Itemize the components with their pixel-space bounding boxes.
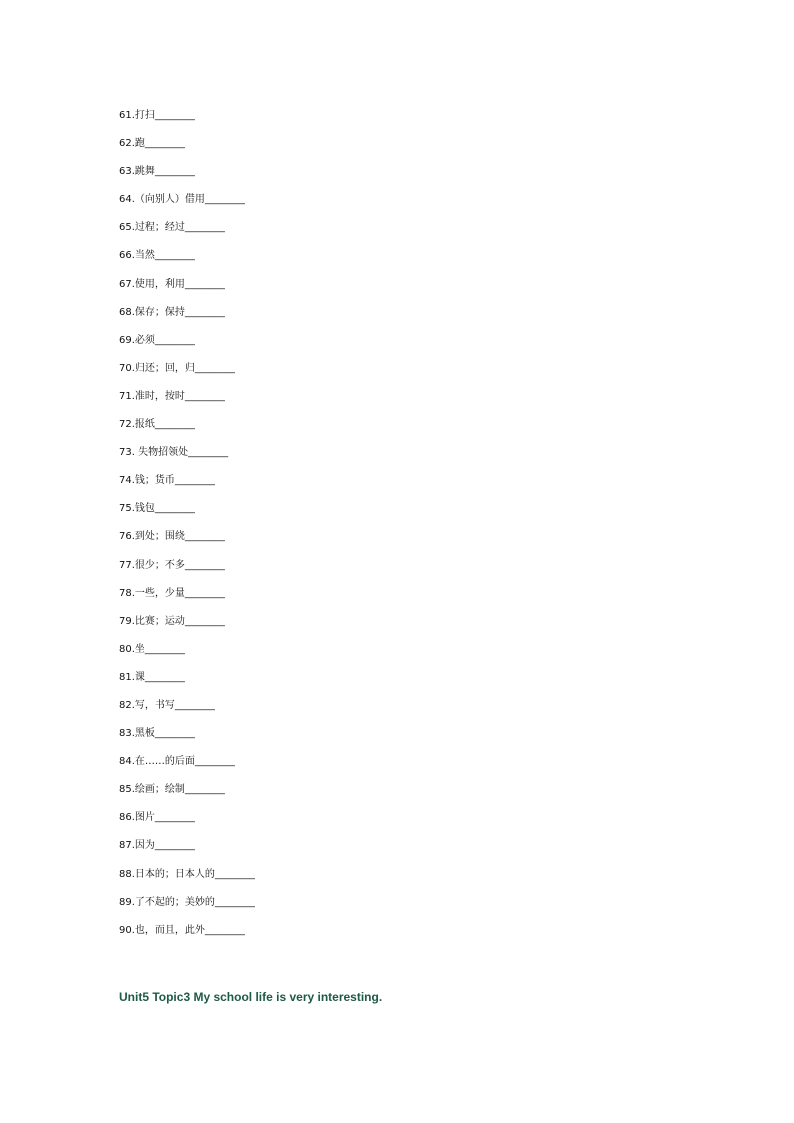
list-item: 72.报纸________ <box>119 419 195 431</box>
list-item: 70.归还；回，归________ <box>119 362 235 374</box>
list-item: 66.当然________ <box>119 250 195 262</box>
list-item: 74.钱；货币________ <box>119 475 215 487</box>
list-item: 67.使用，利用________ <box>119 278 225 290</box>
list-item: 69.必须________ <box>119 334 195 346</box>
list-item: 76.到处；围绕________ <box>119 531 225 543</box>
vocabulary-list <box>119 108 255 951</box>
list-item: 85.绘画；绘制________ <box>119 784 225 796</box>
list-item: 84.在……的后面________ <box>119 756 235 768</box>
list-item: 80.坐________ <box>119 643 185 655</box>
section-heading: Unit5 Topic3 My school life is very interesting. <box>119 990 383 1004</box>
list-item: 68.保存；保持________ <box>119 306 225 318</box>
list-item: 61.打扫________ <box>119 110 195 121</box>
list-item: 79.比赛；运动________ <box>119 615 225 627</box>
list-item: 78.一些，少量________ <box>119 587 225 599</box>
list-item: 87.因为________ <box>119 840 195 852</box>
list-item: 82.写，书写________ <box>119 699 215 711</box>
list-item: 77.很少；不多________ <box>119 559 225 571</box>
list-item: 75.钱包________ <box>119 503 195 515</box>
list-item: 62.跑________ <box>119 138 185 150</box>
list-item: 64.（向别人）借用________ <box>119 194 245 206</box>
list-item: 90.也，而且，此外________ <box>119 924 245 936</box>
list-item: 86.图片________ <box>119 812 195 824</box>
list-item: 63.跳舞________ <box>119 166 195 178</box>
list-item: 81.课________ <box>119 671 185 683</box>
list-item: 89.了不起的；美妙的________ <box>119 896 255 908</box>
list-item: 83.黑板________ <box>119 728 195 740</box>
list-item: 71.准时，按时________ <box>119 390 225 402</box>
list-item: 65.过程；经过________ <box>119 222 225 234</box>
list-item: 88.日本的；日本人的________ <box>119 868 255 880</box>
list-item: 73. 失物招领处________ <box>119 447 229 459</box>
